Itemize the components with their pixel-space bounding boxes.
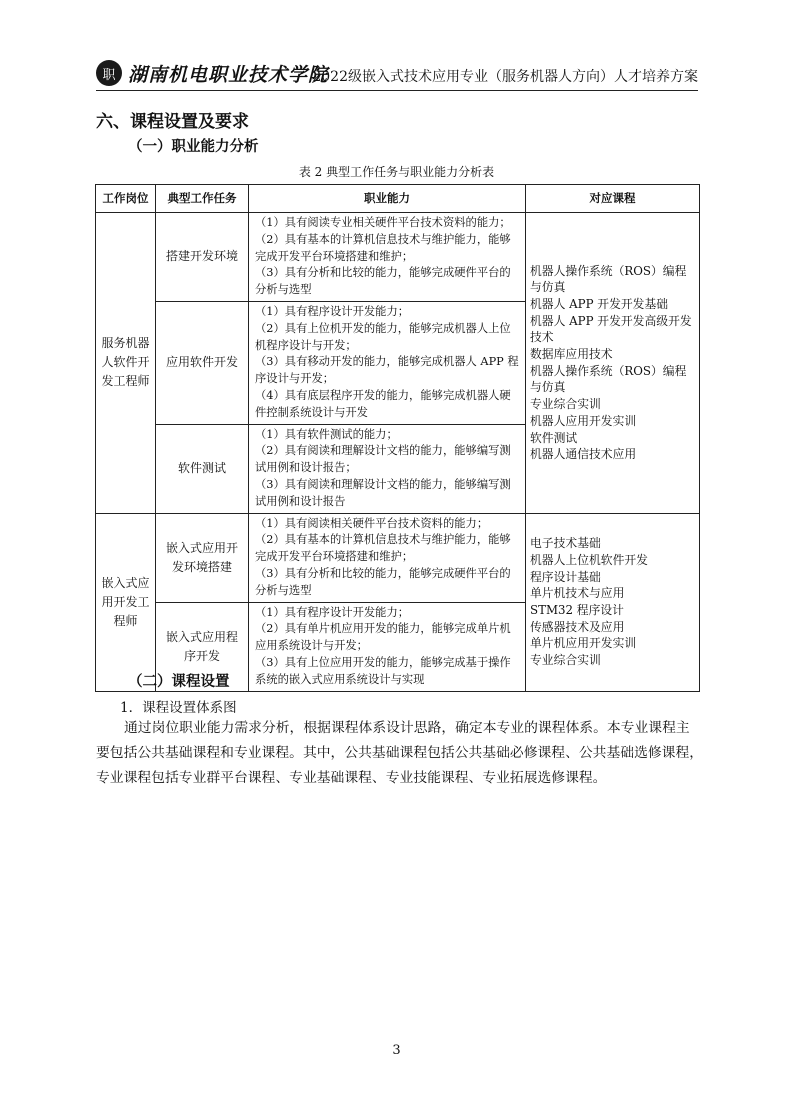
task-cell: 软件测试 (156, 424, 249, 513)
course-item: STM32 程序设计 (530, 603, 624, 618)
college-logo (96, 58, 328, 88)
paragraph-line: 要包括公共基础课程和专业课程。其中，公共基础课程包括公共基础必修课程、公共基础选修课程， (96, 745, 704, 761)
body-paragraph (96, 716, 704, 791)
course-cell (526, 513, 700, 691)
course-item: 软件测试 (530, 430, 578, 445)
subsection-title-2: （二）课程设置 (128, 674, 230, 690)
course-item: 专业综合实训 (530, 397, 601, 412)
ability-cell (249, 513, 526, 602)
ability-item: （3）具有分析和比较的能力，能够完成硬件平台的分析与选型 (255, 566, 511, 597)
college-seal-icon: 职 (96, 60, 122, 86)
task-cell: 嵌入式应用开发环境搭建 (156, 513, 249, 602)
ability-item: （3）具有移动开发的能力，能够完成机器人 APP 程序设计与开发； (255, 355, 519, 386)
header-ability: 职业能力 (249, 185, 526, 213)
document-title: 2022级嵌入式技术应用专业（服务机器人方向）人才培养方案 (312, 69, 698, 85)
section-title: 六、课程设置及要求 (96, 112, 249, 132)
ability-item: （4）具有底层程序开发的能力，能够完成机器人硬件控制系统设计与开发 (255, 388, 511, 419)
ability-item: （2）具有基本的计算机信息技术与维护能力，能够完成开发平台环境搭建和维护； (255, 533, 511, 564)
ability-item: （3）具有阅读和理解设计文档的能力，能够编写测试用例和设计报告 (255, 477, 511, 508)
ability-cell (249, 424, 526, 513)
header-task: 典型工作任务 (156, 185, 249, 213)
ability-item: （1）具有程序设计开发能力； (255, 304, 410, 318)
ability-item: （1）具有程序设计开发能力； (255, 605, 410, 619)
college-name: 湖南机电职业技术学院 (128, 63, 329, 86)
task-cell: 搭建开发环境 (156, 213, 249, 302)
course-item: 机器人操作系统（ROS）编程与仿真 (530, 363, 687, 395)
ability-item: （2）具有阅读和理解设计文档的能力，能够编写测试用例和设计报告； (255, 444, 511, 475)
page-number: 3 (392, 1043, 401, 1058)
course-item: 电子技术基础 (530, 536, 601, 551)
course-item: 数据库应用技术 (530, 347, 613, 362)
course-item: 传感器技术及应用 (530, 619, 625, 634)
course-item: 单片机应用开发实训 (530, 636, 637, 651)
item-heading: 1．课程设置体系图 (120, 700, 237, 716)
course-item: 机器人通信技术应用 (530, 447, 637, 462)
ability-item: （2）具有基本的计算机信息技术与维护能力，能够完成开发平台环境搭建和维护； (255, 232, 511, 263)
paragraph-line: 专业课程包括专业群平台课程、专业基础课程、专业技能课程、专业拓展选修课程。 (96, 770, 607, 786)
course-item: 单片机技术与应用 (530, 586, 625, 601)
ability-item: （3）具有上位应用开发的能力，能够完成基于操作系统的嵌入式应用系统设计与实现 (255, 655, 511, 686)
ability-cell (249, 213, 526, 302)
ability-item: （3）具有分析和比较的能力，能够完成硬件平台的分析与选型 (255, 266, 511, 297)
ability-cell (249, 602, 526, 691)
ability-item: （1）具有软件测试的能力； (255, 427, 398, 441)
header-course: 对应课程 (526, 185, 700, 213)
task-cell: 应用软件开发 (156, 301, 249, 424)
post-cell: 服务机器人软件开发工程师 (96, 213, 156, 514)
ability-item: （2）具有单片机应用开发的能力，能够完成单片机应用系统设计与开发； (255, 622, 511, 653)
course-item: 机器人 APP 开发开发基础 (530, 296, 669, 311)
table-caption: 表 2 典型工作任务与职业能力分析表 (298, 165, 495, 179)
ability-cell (249, 301, 526, 424)
table-row (96, 213, 700, 302)
table-header-row (96, 185, 700, 213)
ability-analysis-table (95, 184, 700, 692)
course-item: 程序设计基础 (530, 569, 601, 584)
ability-item: （1）具有阅读专业相关硬件平台技术资料的能力； (255, 216, 511, 229)
ability-item: （1）具有阅读相关硬件平台技术资料的能力； (255, 516, 489, 530)
course-item: 专业综合实训 (530, 653, 601, 668)
header-post: 工作岗位 (96, 185, 156, 213)
subsection-title-1: （一）职业能力分析 (128, 139, 259, 155)
page-header (96, 58, 698, 91)
course-item: 机器人 APP 开发开发高级开发技术 (530, 313, 692, 345)
course-item: 机器人应用开发实训 (530, 413, 637, 428)
course-item: 机器人操作系统（ROS）编程与仿真 (530, 263, 687, 295)
paragraph-line: 通过岗位职业能力需求分析，根据课程体系设计思路，确定本专业的课程体系。本专业课程主 (124, 720, 690, 736)
ability-item: （2）具有上位机开发的能力，能够完成机器人上位机程序设计与开发； (255, 321, 511, 352)
course-cell (526, 213, 700, 514)
course-item: 机器人上位机软件开发 (530, 552, 648, 567)
task-cell: 嵌入式应用程序开发 (156, 602, 249, 691)
table-row (96, 513, 700, 602)
post-cell: 嵌入式应用开发工程师 (96, 513, 156, 691)
